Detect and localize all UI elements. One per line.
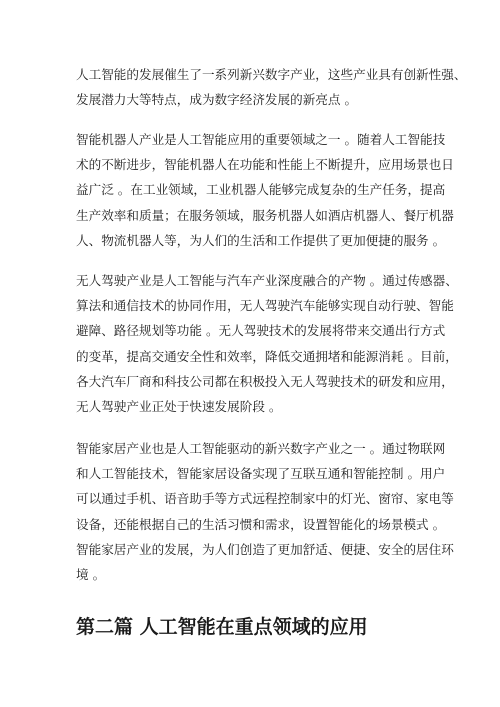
section-heading: 第二篇 人工智能在重点领域的应用 bbox=[76, 616, 368, 638]
paragraph-line: 避障、路径规划等功能 。无人驾驶技术的发展将带来交通出行方式 bbox=[76, 323, 446, 339]
paragraph-line: 可以通过手机、语音助手等方式远程控制家中的灯光、窗帘、家电等 bbox=[76, 491, 454, 507]
paragraph-line: 智能家居产业的发展，为人们创造了更加舒适、便捷、安全的居住环 bbox=[76, 541, 454, 557]
paragraph-line: 无人驾驶产业正处于快速发展阶段 。 bbox=[76, 398, 282, 414]
paragraph-line: 生产效率和质量；在服务领域，服务机器人如酒店机器人、餐厅机器 bbox=[76, 207, 454, 223]
paragraph-line: 智能家居产业也是人工智能驱动的新兴数字产业之一 。通过物联网 bbox=[76, 441, 446, 456]
paragraph-line: 算法和通信技术的协同作用，无人驾驶汽车能够实现自动行驶、智能 bbox=[76, 298, 454, 314]
paragraph-line: 发展潜力大等特点，成为数字经济发展的新亮点 。 bbox=[76, 92, 358, 108]
paragraph-line: 益广泛 。在工业领域，工业机器人能够完成复杂的生产任务，提高 bbox=[76, 182, 446, 198]
paragraph-line: 智能机器人产业是人工智能应用的重要领域之一 。随着人工智能技 bbox=[76, 132, 446, 147]
paragraph-line: 和人工智能技术，智能家居设备实现了互联互通和智能控制 。用户 bbox=[76, 466, 446, 482]
paragraph-line: 境 。 bbox=[76, 566, 106, 582]
paragraph-line: 术的不断进步，智能机器人在功能和性能上不断提升，应用场景也日 bbox=[76, 157, 454, 173]
paragraph-line: 无人驾驶产业是人工智能与汽车产业深度融合的产物 。通过传感器、 bbox=[76, 273, 458, 288]
paragraph-digital-industries bbox=[76, 62, 467, 112]
paragraph-smart-home bbox=[76, 436, 454, 587]
paragraph-autonomous-driving bbox=[76, 268, 458, 419]
paragraph-line: 人、物流机器人等，为人们的生活和工作提供了更加便捷的服务 。 bbox=[76, 232, 446, 248]
paragraph-line: 人工智能的发展催生了一系列新兴数字产业，这些产业具有创新性强、 bbox=[76, 67, 467, 82]
paragraph-line: 各大汽车厂商和科技公司都在积极投入无人驾驶技术的研发和应用， bbox=[76, 373, 454, 389]
paragraph-line: 设备，还能根据自己的生活习惯和需求，设置智能化的场景模式 。 bbox=[76, 516, 446, 532]
paragraph-robot-industry bbox=[76, 127, 454, 253]
paragraph-line: 的变革，提高交通安全性和效率，降低交通拥堵和能源消耗 。目前， bbox=[76, 348, 458, 364]
